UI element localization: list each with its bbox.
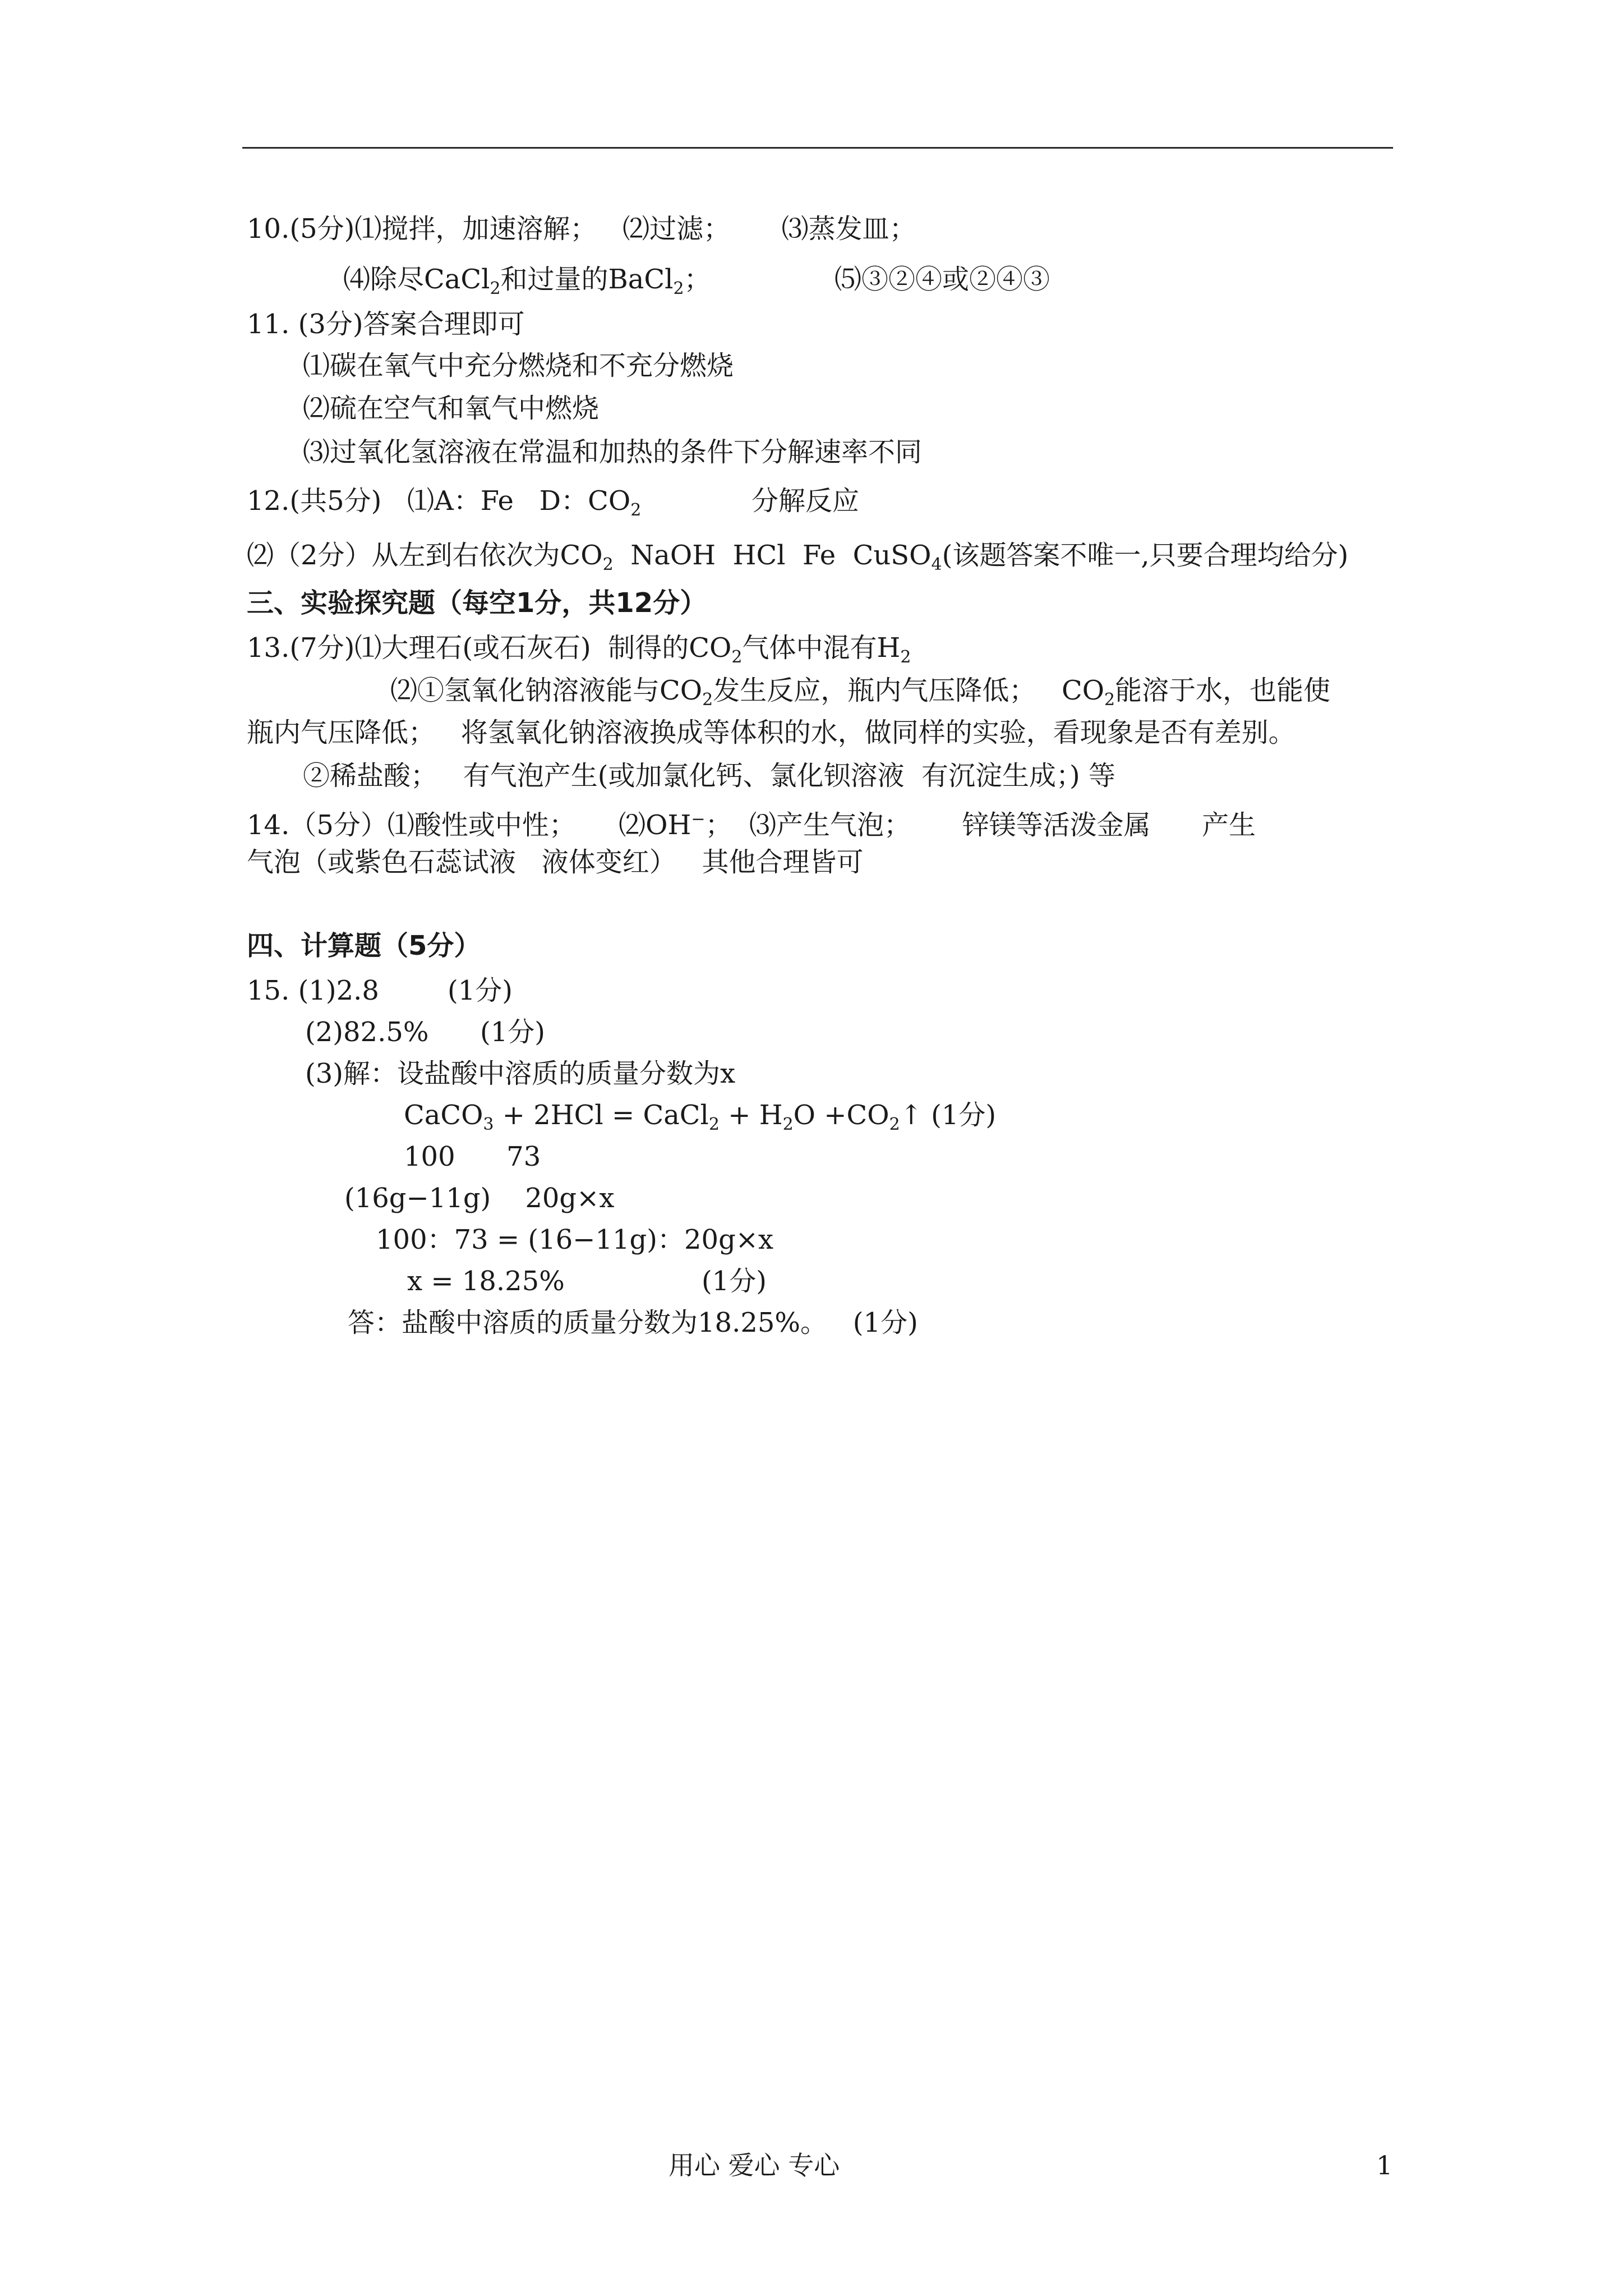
q11-item-3: ⑶过氧化氢溶液在常温和加热的条件下分解速率不同 xyxy=(303,436,923,468)
footer-motto: 用心 爱心 专心 xyxy=(668,2150,840,2180)
q12-line2: ⑵（2分）从左到右依次为$CO_2$ NaOH HCl Fe CuSO$_4$(该题答案不唯一,只要合理均给分) xyxy=(247,540,1349,574)
header-rule xyxy=(242,147,1393,149)
q15-part3-setup: (3)解：设盐酸中溶质的质量分数为x xyxy=(305,1058,736,1089)
q11-item-2: ⑵硫在空气和氧气中燃烧 xyxy=(303,393,600,424)
section-4-heading: 四、计算题（5分） xyxy=(247,930,481,961)
q11-title: 11. (3分)答案合理即可 xyxy=(247,309,525,340)
q10-line1: 10.(5分)⑴搅拌，加速溶解； ⑵过滤； ⑶蒸发皿； xyxy=(247,213,916,245)
q10-line2-part5: ⑸③②④或②④③ xyxy=(834,264,1050,295)
q11-item-1: ⑴碳在氧气中充分燃烧和不充分燃烧 xyxy=(303,350,734,381)
q15-answer: 答：盐酸中溶质的质量分数为18.25%。 (1分) xyxy=(348,1307,918,1338)
q15-result: x = 18.25% (1分) xyxy=(407,1266,767,1297)
page-number: 1 xyxy=(1376,2150,1393,2180)
q15-part1: 15. (1)2.8 (1分) xyxy=(247,975,513,1006)
q15-equation: CaCO$_3$ + 2HCl = CaCl$_2$ + $H_2O$ $+CO_2↑$ (1分) xyxy=(404,1099,997,1134)
q14-line1: 14.（5分）⑴酸性或中性； ⑵OH−； ⑶产生气泡； 锌镁等活泼金属 产生 xyxy=(247,809,1256,841)
q13-line2: ⑵①氢氧化钠溶液能与$CO_2$发生反应，瓶内气压降低； $CO_2$能溶于水，也能使 xyxy=(390,675,1331,710)
q15-proportion: 100：73 = (16−11g)：20g×x xyxy=(376,1224,774,1255)
q15-molar-masses: 100 73 xyxy=(404,1141,541,1172)
q15-quantities: (16g−11g) 20g×x xyxy=(344,1182,615,1214)
q12-line1: 12.(共5分) ⑴A：Fe D：$CO_2$ xyxy=(247,485,642,520)
q10-line2: ⑷除尽CaCl$_2$和过量的BaCl$_2$； xyxy=(343,264,711,298)
q12-reaction-type: 分解反应 xyxy=(751,485,860,517)
q13-line1: 13.(7分)⑴大理石(或石灰石) 制得的$CO_2$气体中混有$H_2$ xyxy=(247,632,911,667)
q13-line3: 瓶内气压降低； 将氢氧化钠溶液换成等体积的水，做同样的实验，看现象是否有差别。 xyxy=(247,717,1295,748)
q15-part2: (2)82.5% (1分) xyxy=(305,1016,546,1048)
section-3-heading: 三、实验探究题（每空1分，共12分） xyxy=(247,587,707,619)
q13-line4: ②稀盐酸； 有气泡产生(或加氯化钙、氯化钡溶液 有沉淀生成；) 等 xyxy=(303,760,1116,792)
q14-line2: 气泡（或紫色石蕊试液 液体变红） 其他合理皆可 xyxy=(247,846,864,878)
